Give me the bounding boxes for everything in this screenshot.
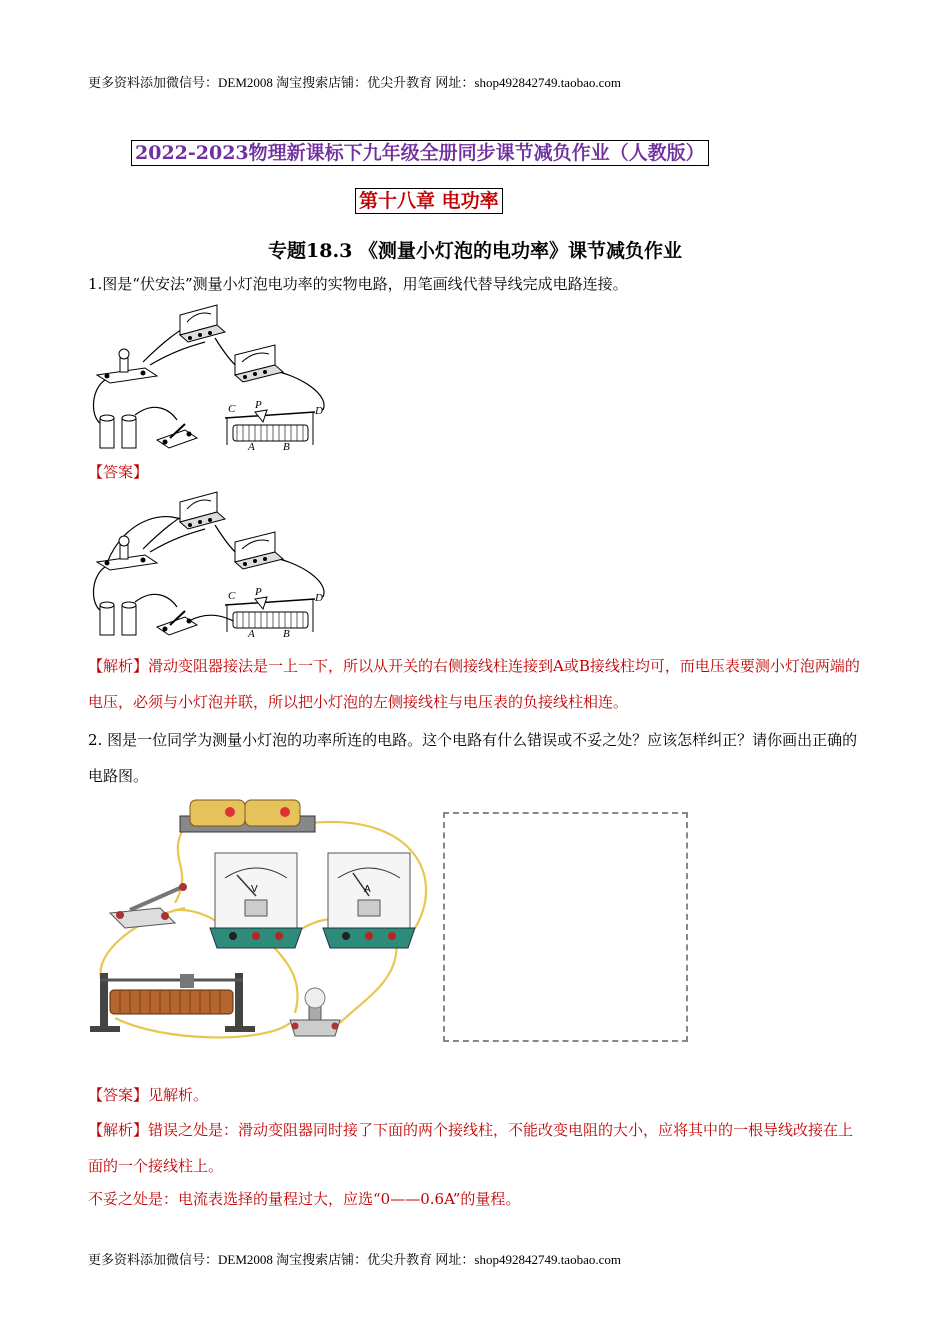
- q2-answer-label: 【答案】: [88, 1086, 149, 1104]
- q1-answer-circuit-figure: [85, 487, 345, 647]
- ammeter-symbol: A: [364, 884, 371, 895]
- q2-answer: [88, 1083, 868, 1107]
- voltmeter-1: [180, 305, 225, 342]
- q1-analysis-text: 滑动变阻器接法是一上一下，所以从开关的右侧接线柱连接到A或B接线柱均可，而电压表要测小灯泡两端的电压，必须与小灯泡并联，所以把小灯泡的左侧接线柱与电压表的负接线柱相连。: [88, 657, 860, 711]
- question-2-text: 2. 图是一位同学为测量小灯泡的功率所连的电路。这个电路有什么错误或不妥之处？应该怎样纠正？请你画出正确的电路图。: [88, 731, 858, 785]
- chapter-title: 第十八章 电功率: [355, 188, 503, 214]
- topic-title: 专题18.3 《测量小灯泡的电功率》课节减负作业: [268, 240, 682, 262]
- q2-switch: [110, 883, 187, 928]
- q1-answer-label: 【答案】: [88, 463, 149, 481]
- lamp-board: [97, 349, 157, 383]
- q1-analysis: [88, 648, 868, 720]
- main-title: 2022-2023物理新课标下九年级全册同步课节减负作业（人教版）: [131, 140, 709, 166]
- q2-rheostat: [90, 973, 255, 1032]
- terminal-b-label: B: [283, 441, 290, 453]
- q2-answer-text: 见解析。: [148, 1086, 209, 1104]
- terminal-c-label: C: [228, 403, 236, 415]
- terminal-a-label: A: [248, 441, 255, 453]
- circuit-drawing-box: [443, 812, 688, 1042]
- q1-circuit-figure: [85, 300, 345, 460]
- terminal-d-label: D: [315, 405, 323, 417]
- answer-terminal-b-label: B: [283, 628, 290, 640]
- answer-terminal-p-label: P: [255, 586, 262, 598]
- q2-circuit-figure: [85, 798, 435, 1048]
- answer-terminal-a-label: A: [248, 628, 255, 640]
- page-header: 更多资料添加微信号：DEM2008 淘宝搜索店铺：优尖升教育 网址：shop492842749.taobao.com: [88, 75, 621, 90]
- terminal-p-label: P: [255, 399, 262, 411]
- q2-ammeter: [323, 853, 415, 948]
- switch-1: [157, 424, 197, 448]
- q2-analysis-text: 错误之处是：滑动变阻器同时接了下面的两个接线柱，不能改变电阻的大小，应将其中的一根导线改接在上面的一个接线柱上。: [88, 1121, 854, 1175]
- q1-analysis-label: 【解析】: [88, 657, 149, 675]
- rheostat-1: [225, 410, 315, 445]
- answer-terminal-c-label: C: [228, 590, 236, 602]
- q2-analysis: [88, 1112, 868, 1184]
- q2-batteries: [180, 800, 315, 832]
- batteries-1: [100, 415, 136, 448]
- ammeter-1: [235, 345, 283, 382]
- q2-extra: 不妥之处是：电流表选择的量程过大，应选“0——0.6A”的量程。: [88, 1190, 521, 1208]
- answer-terminal-d-label: D: [315, 592, 323, 604]
- question-1-text: 1.图是“伏安法”测量小灯泡电功率的实物电路，用笔画线代替导线完成电路连接。: [88, 275, 628, 293]
- page-footer: 更多资料添加微信号：DEM2008 淘宝搜索店铺：优尖升教育 网址：shop492842749.taobao.com: [88, 1252, 621, 1267]
- q2-analysis-label: 【解析】: [88, 1121, 149, 1139]
- q2-voltmeter: [210, 853, 302, 948]
- voltmeter-symbol: V: [251, 884, 258, 895]
